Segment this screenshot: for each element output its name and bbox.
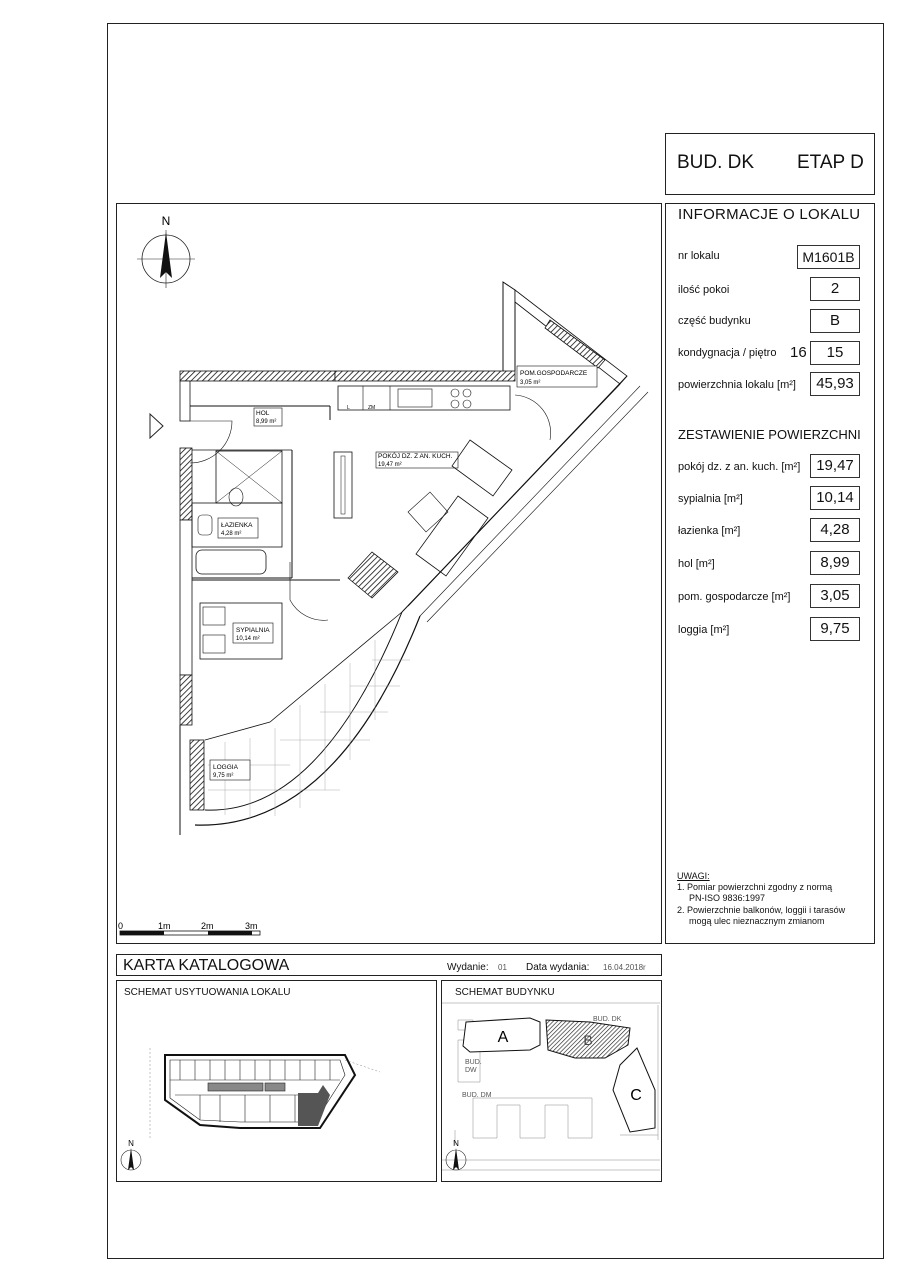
- area-row-label: loggia [m²]: [678, 624, 730, 636]
- floor-label: kondygnacja / piętro: [678, 347, 777, 359]
- room-area-living: 19,47 m²: [378, 462, 402, 468]
- area-row-value: 8,99: [810, 551, 860, 575]
- notes-title: UWAGI:: [677, 871, 710, 881]
- edition-label: Wydanie:: [447, 962, 489, 973]
- scale-label: 2m: [201, 921, 214, 931]
- info-title: INFORMACJE O LOKALU: [678, 206, 861, 223]
- schema-building-drawing: [442, 1000, 660, 1180]
- building-b-label: B: [583, 1032, 593, 1048]
- north-label: N: [161, 214, 171, 228]
- part-value: B: [810, 309, 860, 333]
- schema-building-title: SCHEMAT BUDYNKU: [455, 987, 555, 998]
- north-label: N: [128, 1139, 134, 1148]
- area-value: 45,93: [810, 372, 860, 396]
- scale-label: 0: [118, 921, 124, 931]
- washer-mark: ZM: [368, 405, 376, 411]
- date-value: 16.04.2018r: [603, 963, 646, 972]
- part-label: część budynku: [678, 315, 751, 327]
- area-row-value: 4,28: [810, 518, 860, 542]
- area-row-value: 19,47: [810, 454, 860, 478]
- note-1-standard: PN-ISO 9836:1997: [689, 893, 766, 903]
- area-row-label: sypialnia [m²]: [678, 493, 743, 505]
- room-name-utility: POM.GOSPODARCZE: [520, 370, 588, 377]
- storey-value: 16: [790, 344, 807, 361]
- bud-dw-label-2: DW: [465, 1067, 477, 1074]
- area-label: powierzchnia lokalu [m²]: [678, 379, 796, 391]
- stage-label: ETAP D: [797, 152, 864, 173]
- scale-label: 3m: [245, 921, 258, 931]
- note-2: 2. Powierzchnie balkonów, loggii i tarasów: [677, 905, 846, 915]
- room-name-bed: SYPIALNIA: [236, 627, 270, 634]
- wall: [180, 448, 192, 520]
- areas-title: ZESTAWIENIE POWIERZCHNI: [678, 427, 861, 442]
- floor-plan: [117, 204, 661, 943]
- scale-bar: [120, 931, 260, 935]
- area-row-label: pokój dz. z an. kuch. [m²]: [678, 461, 801, 473]
- wall: [180, 520, 192, 675]
- wall: [180, 381, 190, 421]
- room-area-loggia: 9,75 m²: [213, 773, 234, 779]
- schema-unit-title: SCHEMAT USYTUOWANIA LOKALU: [124, 987, 291, 998]
- wall: [180, 371, 335, 381]
- edition-value: 01: [498, 963, 507, 972]
- fridge-mark: L: [347, 405, 350, 411]
- bud-dw-label: BUD.: [465, 1059, 482, 1066]
- room-area-bed: 10,14 m²: [236, 636, 260, 642]
- rooms-label: ilość pokoi: [678, 284, 730, 296]
- date-label: Data wydania:: [526, 962, 590, 973]
- bud-dk-label: BUD. DK: [593, 1016, 622, 1023]
- area-row-label: łazienka [m²]: [678, 525, 741, 537]
- room-area-utility: 3,05 m²: [520, 380, 541, 386]
- room-name-bath: ŁAZIENKA: [221, 522, 253, 529]
- room-name-loggia: LOGGIA: [213, 764, 238, 771]
- room-name-living: POKÓJ DZ. Z AN. KUCH.: [378, 453, 453, 460]
- north-arrow-icon: [446, 1148, 466, 1170]
- rooms-value: 2: [810, 277, 860, 301]
- building-c-label: C: [630, 1087, 642, 1104]
- unit-no-value: M1601B: [797, 245, 860, 269]
- north-label: N: [453, 1139, 459, 1148]
- scale-label: 1m: [158, 921, 171, 931]
- area-row-label: pom. gospodarcze [m²]: [678, 591, 791, 603]
- note-2-cont: mogą ulec nieznacznym zmianom: [689, 916, 825, 926]
- floor-value: 15: [810, 341, 860, 365]
- north-arrow-icon: [137, 230, 195, 288]
- wall: [190, 740, 204, 810]
- bud-dm-label: BUD. DM: [462, 1092, 492, 1099]
- building-label: BUD. DK: [677, 152, 755, 173]
- area-row-value: 3,05: [810, 584, 860, 608]
- room-area-bath: 4,28 m²: [221, 531, 242, 537]
- area-row-value: 10,14: [810, 486, 860, 510]
- wall: [335, 371, 515, 381]
- room-name-hol: HOL: [256, 410, 270, 417]
- wall: [180, 675, 192, 725]
- entrance-arrow-icon: [150, 414, 163, 438]
- schema-unit-drawing: [117, 1000, 435, 1180]
- area-row-label: hol [m²]: [678, 558, 715, 570]
- unit-no-label: nr lokalu: [678, 250, 720, 262]
- note-1: 1. Pomiar powierzchni zgodny z normą: [677, 882, 833, 892]
- catalog-title: KARTA KATALOGOWA: [123, 957, 290, 974]
- area-row-value: 9,75: [810, 617, 860, 641]
- building-a-label: A: [497, 1029, 509, 1046]
- north-arrow-icon: [121, 1148, 141, 1170]
- room-area-hol: 8,99 m²: [256, 419, 277, 425]
